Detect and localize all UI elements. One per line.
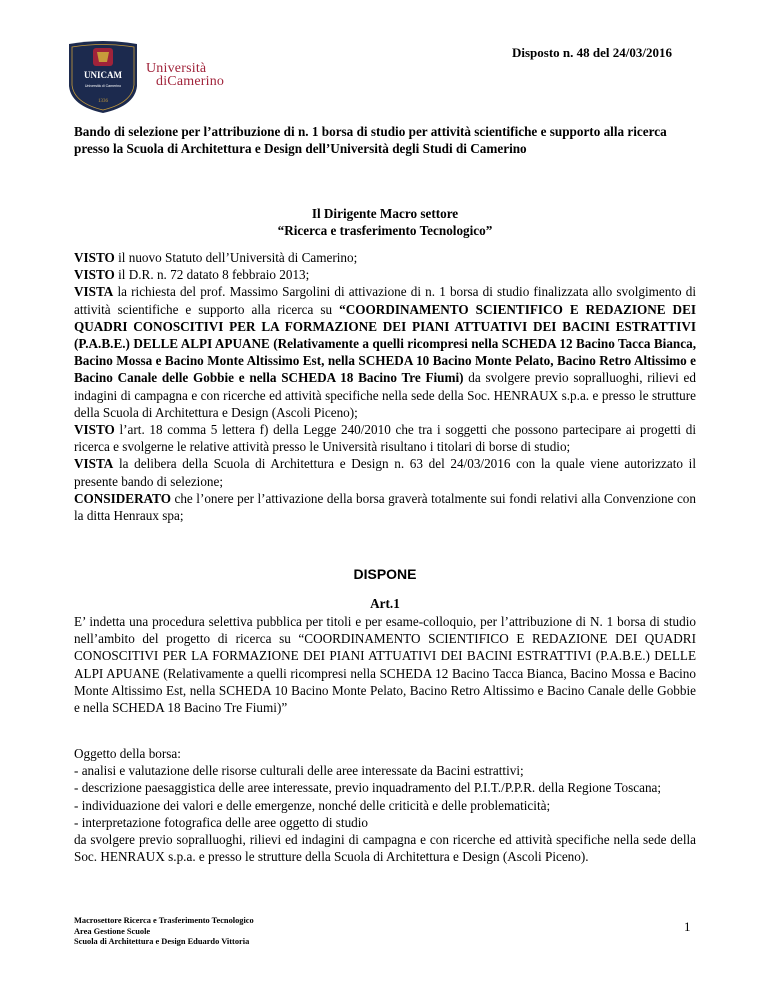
document-title: Bando di selezione per l’attribuzione di n. 1 borsa di studio per attività scientifiche e supporto alla ricerca presso la Scuola di Architettura e Design dell’Università degli Studi di Camerino: [74, 124, 667, 156]
premise-keyword: VISTA: [74, 284, 114, 300]
premise-project-title: “COORDINAMENTO SCIENTIFICO E REDAZIONE DEI QUADRI CONOSCITIVI PER LA FORMAZIONE DEI PIANI ATTUATIVI DEI BACINI ESTRATTIVI (P.A.B.E.) DELLE ALPI APUANE (Relativamente a quelli ricompresi nella SCHEDA 12 Bacino Tacca Bianca, Bacino Mossa e Bacino Monte Altissimo Est, nella SCHEDA 10 Bacino Monte Pelato, Bacino Retro Altissimo e Bacino Canale delle Gobbie e nella SCHEDA 18 Bacino Tre Fiumi): [74, 301, 696, 386]
premise-keyword: VISTO: [74, 250, 115, 265]
page-number: 1: [684, 919, 691, 934]
footer: [74, 916, 254, 948]
unicam-logo: [67, 40, 139, 114]
footer-line-2: Area Gestione Scuole: [74, 926, 151, 936]
issuer-line-2: “Ricerca e trasferimento Tecnologico”: [277, 223, 493, 238]
premise-text: il nuovo Statuto dell’Università di Camerino;: [114, 250, 358, 265]
premise-keyword: VISTO: [74, 267, 115, 283]
article-1-heading: Art.1: [370, 596, 400, 611]
footer-line-1: Macrosettore Ricerca e Trasferimento Tecnologico: [74, 916, 254, 925]
document-reference: Disposto n. 48 del 24/03/2016: [512, 45, 672, 60]
scholarship-object-closing: da svolgere previo sopralluoghi, rilievi ed indagini di campagna e con ricerche ed attività specifiche nella sede della Soc. HENRAUX s.p.a. e presso le strutture della Scuola di Architettura e Design (Ascoli Piceno).: [74, 832, 696, 865]
premises-section: [74, 249, 696, 524]
logo-wordmark-line1: Università: [146, 61, 207, 76]
premise-keyword: VISTA: [74, 456, 114, 472]
issuer-heading: [74, 205, 696, 239]
premise-2: [74, 266, 696, 283]
premise-text: la delibera della Scuola di Architettura e Design n. 63 del 24/03/2016 con la quale viene autorizzato il presente bando di selezione;: [74, 456, 696, 489]
article-1-text: [74, 613, 696, 716]
premise-text: l’art. 18 comma 5 lettera f) della Legge 240/2010 che tra i soggetti che possono partecipare ai progetti di ricerca e svolgerne le relative attività presso le Università risultano i titolari di borse di studio;: [74, 422, 696, 455]
issuer-line-1: Il Dirigente Macro settore: [311, 206, 459, 221]
premise-4: [74, 421, 696, 455]
premise-text: il D.R. n. 72 datato 8 febbraio 2013;: [114, 267, 310, 283]
logo-shield-year: 1336: [98, 99, 108, 104]
premise-keyword: VISTO: [74, 422, 115, 438]
premise-1: [74, 249, 696, 266]
logo-shield-subtitle: Università di Camerino: [84, 84, 122, 88]
scholarship-object-section: [74, 745, 696, 865]
premise-5: [74, 455, 696, 489]
article-1-paragraph: E’ indetta una procedura selettiva pubblica per titoli e per esame-colloquio, per l’attribuzione di N. 1 borsa di studio nell’ambito del progetto di ricerca su “COORDINAMENTO SCIENTIFICO E REDAZIONE DEI QUADRI CONOSCITIVI PER LA FORMAZIONE DEI PIANI ATTUATIVI DEI BACINI ESTRATTIVI (P.A.B.E.) DELLE ALPI APUANE (Relativamente a quelli ricompresi nella SCHEDA 12 Bacino Tacca Bianca, Bacino Mossa e Bacino Monte Altissimo Est, nella SCHEDA 10 Bacino Monte Pelato, Bacino Retro Altissimo e Bacino Canale delle Gobbie e nella SCHEDA 18 Bacino Tre Fiumi)”: [74, 614, 696, 716]
logo-shield-name: UNICAM: [84, 70, 122, 80]
list-item: - descrizione paesaggistica delle aree interessate, previo inquadramento del P.I.T./P.P.R. della Regione Toscana;: [74, 780, 662, 796]
premise-keyword: CONSIDERATO: [74, 490, 171, 506]
footer-line-3: Scuola di Architettura e Design Eduardo Vittoria: [74, 937, 250, 946]
logo-wordmark: [146, 62, 224, 88]
scholarship-object-heading: Oggetto della borsa:: [74, 746, 181, 761]
list-item: - analisi e valutazione delle risorse culturali delle aree interessate da Bacini estrattivi;: [74, 763, 524, 779]
premise-text: la richiesta del prof. Massimo Sargolini di attivazione di n. 1 borsa di studio finalizzata allo svolgimento di attività scientifiche e supporto alla ricerca su: [74, 284, 696, 317]
premise-6: [74, 490, 696, 524]
list-item: - individuazione dei valori e delle emergenze, nonché delle criticità e delle problematicità;: [74, 797, 551, 813]
premise-text-tail: da svolgere previo sopralluoghi, rilievi ed indagini di campagna e con ricerche ed attività specifiche nella sede della Soc. HENRAUX s.p.a. e presso le strutture della Scuola di Architettura e Design (Ascoli Piceno);: [74, 370, 696, 420]
logo-wordmark-line2: diCamerino: [156, 74, 225, 89]
dispone-heading: DISPONE: [353, 566, 417, 582]
list-item: - interpretazione fotografica delle aree oggetto di studio: [74, 814, 369, 830]
premise-text: che l’onere per l’attivazione della borsa graverà totalmente sui fondi relativi alla Convenzione con la ditta Henraux spa;: [74, 490, 696, 524]
premise-3: [74, 283, 696, 421]
